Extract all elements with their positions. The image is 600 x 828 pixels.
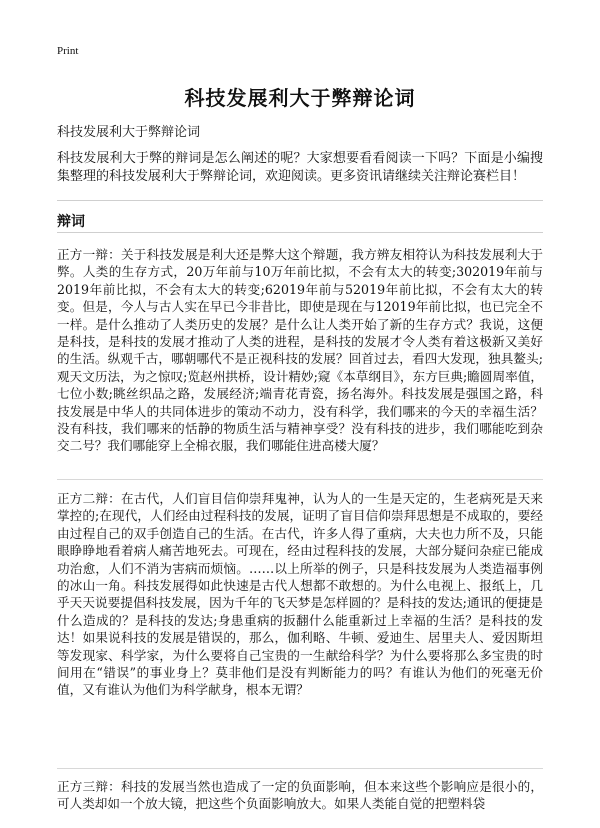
intro-paragraph: 科技发展利大于弊的辩词是怎么阐述的呢？大家想要看看阅读一下吗？下面是小编搜集整理的科技发展利大于弊辩论词，欢迎阅读。更多资讯请继续关注辩论赛栏目！ [57,151,543,184]
debate-paragraph-2: 正方二辩：在古代，人们盲目信仰崇拜鬼神，认为人的一生是天定的，生老病死是天来掌控的;在现代，人们经由过程科技的发展，证明了盲目信仰崇拜思想是不成取的，要经由过程自己的双手创造自己的生活。在古代，许多人得了重病，大夫也力所不及，只能眼睁睁地看着病人痛苦地死去。可现在，经由过程科技的发展，大部分疑问杂症已能成功治愈，人们不消为害病而烦恼。……以上所举的例子，只是科技发展为人类造福事例的冰山一角。科技发展得如此快速是古代人想都不敢想的。为什么电视上、报纸上，几乎天天说要提倡科技发展，因为千年的飞天梦是怎样圆的？是科技的发达;通讯的便捷是什么造成的？是科技的发达;身患重病的扳翻什么能重新过上幸福的生活？是科技的发达！如果说科技的发展是错误的，那么，伽利略、牛顿、爱迪生、居里夫人、爱因斯坦等发现家、科学家，为什么要将自己宝贵的一生献给科学？为什么要将那么多宝贵的时间用在“错误”的事业身上？莫非他们是没有判断能力的吗？有谁认为他们的死毫无价值，又有谁认为他们为科学献身，根本无谓？ [57,491,543,698]
divider [57,200,543,201]
page-title: 科技发展利大于弊辩论词 [184,86,416,110]
page-subtitle: 科技发展利大于弊辩论词 [57,125,201,140]
section-heading: 辩词 [57,214,85,230]
print-label[interactable]: Print [57,45,79,57]
divider [57,232,543,233]
debate-paragraph-1: 正方一辩：关于科技发展是利大还是弊大这个辩题，我方辨友相符认为科技发展利大于弊。人类的生存方式，20万年前与10万年前比拟，不会有太大的转变;302019年前与2019年前比拟，不会有太大的转变;62019年前与52019年前比拟，不会有太大的转变。但是，今人与古人实在早已今非昔比，即使是现在与12019年前比拟，也已完全不一样。是什么推动了人类历史的发展？是什么让人类开始了新的生存方式？我说，这便是科技，是科技的发展才推动了人类的进程，是科技的发展才令人类有着这极新又美好的生活。纵观千古，哪朝哪代不是正视科技的发展？回首过去，看四大发现，独具鳌头;观天文历法，为之惊叹;览赵州拱桥，设计精妙;窥《本草纲目》，东方巨典;瞻圆周率值，七位小数;眺丝织品之路，发展经济;端青花青瓷，扬名海外。科技发展是强国之路，科技发展是中华人的共同体进步的策动不动力，没有科学，我们哪来的今天的幸福生活？没有科技，我们哪来的恬静的物质生活与精神享受？没有科技的进步，我们哪能吃到杂交二号？我们哪能穿上全棉衣服，我们哪能住进高楼大厦？ [57,247,543,454]
paragraph-separator [57,768,543,769]
paragraph-separator [57,479,543,480]
debate-paragraph-3: 正方三辩：科技的发展当然也造成了一定的负面影响，但本来这些个影响应是很小的，可人类却如一个放大镜，把这些个负面影响放大。如果人类能自觉的把塑料袋 [57,779,543,812]
